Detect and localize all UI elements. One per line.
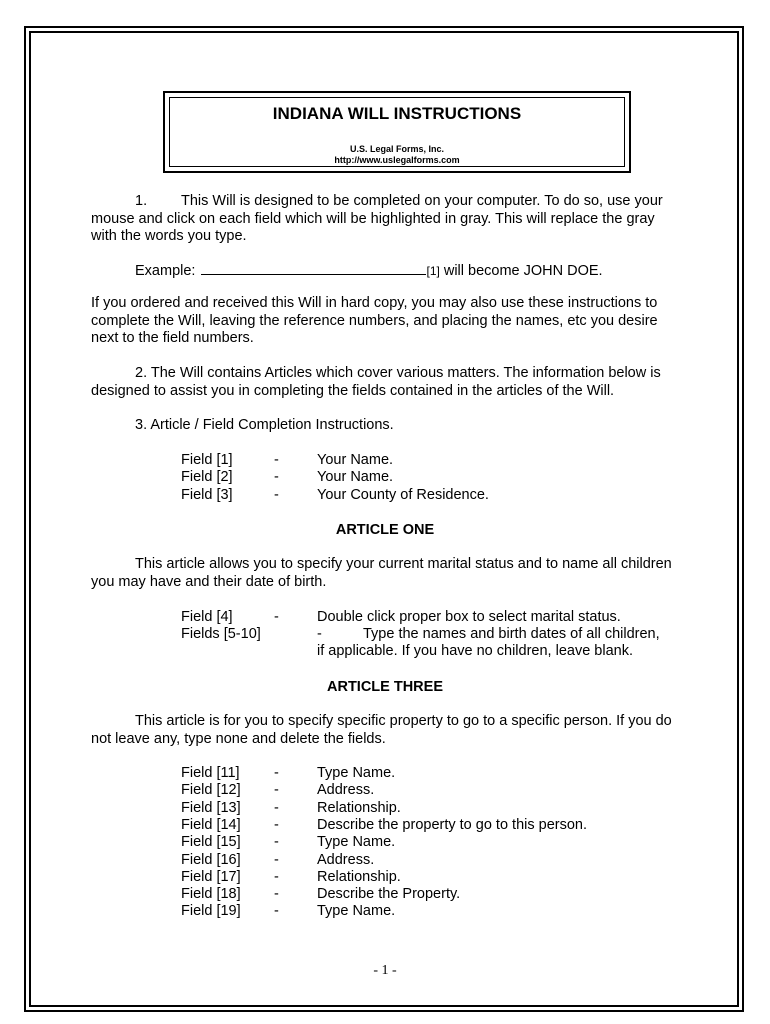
article-three-heading: ARTICLE THREE (327, 679, 443, 695)
field-article-three-desc: Describe the property to go to this person. (317, 816, 588, 833)
field-intro-desc: Your Name. (317, 469, 394, 486)
field-article-three-label: Field [11] (181, 765, 240, 781)
paragraph-1-text: This Will is designed to be completed on your computer. To do so, use your mouse and click on each field which will be highlighted in gray. This will replace the gray with the words you type. (91, 193, 663, 244)
example-blank-field[interactable] (201, 262, 426, 275)
field-article-three-desc: Type Name. (317, 834, 396, 851)
fields-5-10-desc-cont: if applicable. If you have no children, leave blank. (317, 643, 633, 659)
field-article-three-label: Field [16] (181, 851, 241, 868)
field-article-three-label: Field [15] (181, 834, 241, 851)
field-article-three-label: Field [18] (181, 886, 241, 903)
field-4-desc: Double click proper box to select marital status. (317, 609, 621, 625)
fields-5-10-label: Fields [5-10] (181, 626, 261, 642)
field-article-three-label: Field [14] (181, 816, 241, 833)
field-article-three-desc: Address. (317, 782, 375, 799)
field-intro-desc: Your County of Residence. (317, 486, 489, 503)
field-article-three-label: Field [12] (181, 782, 241, 799)
field-article-three-dash: - (274, 834, 279, 851)
fields-5-10-dash: - (317, 626, 322, 642)
field-article-three-dash: - (274, 903, 279, 920)
field-article-three-dash: - (274, 799, 279, 816)
page-border-inner (29, 31, 739, 1007)
page-number: - 1 - (373, 963, 397, 978)
paragraph-1 (91, 193, 681, 246)
field-article-three-dash: - (274, 851, 279, 868)
publisher-url[interactable]: http://www.uslegalforms.com (334, 155, 460, 165)
field-article-three-label: Field [19] (181, 903, 241, 920)
publisher-name: U.S. Legal Forms, Inc. (349, 144, 445, 154)
field-article-three-desc: Type Name. (317, 765, 396, 781)
example-line (91, 262, 681, 281)
field-4-label: Field [4] (181, 609, 233, 625)
field-article-three-desc: Describe the Property. (317, 886, 461, 903)
example-result: will become JOHN DOE. (439, 263, 603, 279)
field-intro-dash: - (274, 469, 279, 486)
field-article-three-desc: Type Name. (317, 903, 396, 920)
article-one-heading: ARTICLE ONE (335, 522, 435, 538)
article-three-text: This article is for you to specify specific property to go to a specific person. If you do not leave any, type none and delete the fields. (91, 713, 672, 747)
field-article-three-dash: - (274, 886, 279, 903)
field-article-three-desc: Address. (317, 851, 375, 868)
field-intro-desc: Your Name. (317, 452, 394, 468)
fields-5-10-desc: Type the names and birth dates of all children, (363, 626, 660, 642)
field-intro-label: Field [3] (181, 486, 233, 503)
field-intro-label: Field [1] (181, 452, 233, 468)
paragraph-2: 2. The Will contains Articles which cover various matters. The information below is designed to assist you in completing the fields contained in the articles of the Will. (91, 365, 661, 399)
field-article-three-label: Field [13] (181, 799, 241, 816)
example-label: Example: (135, 263, 196, 279)
article-one-text: This article allows you to specify your current marital status and to name all children you may have and their date of birth. (91, 556, 672, 590)
example-field-ref: [1] (426, 264, 440, 278)
field-article-three-label: Field [17] (181, 868, 241, 885)
field-4-dash: - (274, 609, 279, 625)
hardcopy-paragraph: If you ordered and received this Will in hard copy, you may also use these instructions to complete the Will, leaving the reference numbers, and placing the names, etc you desire next to the field numbers. (91, 295, 658, 346)
field-article-three-dash: - (274, 782, 279, 799)
field-intro-dash: - (274, 452, 279, 468)
field-intro-label: Field [2] (181, 469, 233, 486)
field-article-three-dash: - (274, 765, 279, 781)
field-article-three-desc: Relationship. (317, 868, 401, 885)
document-title: INDIANA WILL INSTRUCTIONS (272, 104, 522, 123)
paragraph-1-number: 1. (135, 193, 148, 209)
field-article-three-desc: Relationship. (317, 799, 401, 816)
field-article-three-dash: - (274, 868, 279, 885)
field-intro-dash: - (274, 486, 279, 503)
paragraph-3: 3. Article / Field Completion Instructions. (135, 417, 394, 433)
title-box (169, 97, 625, 167)
field-article-three-dash: - (274, 816, 279, 833)
